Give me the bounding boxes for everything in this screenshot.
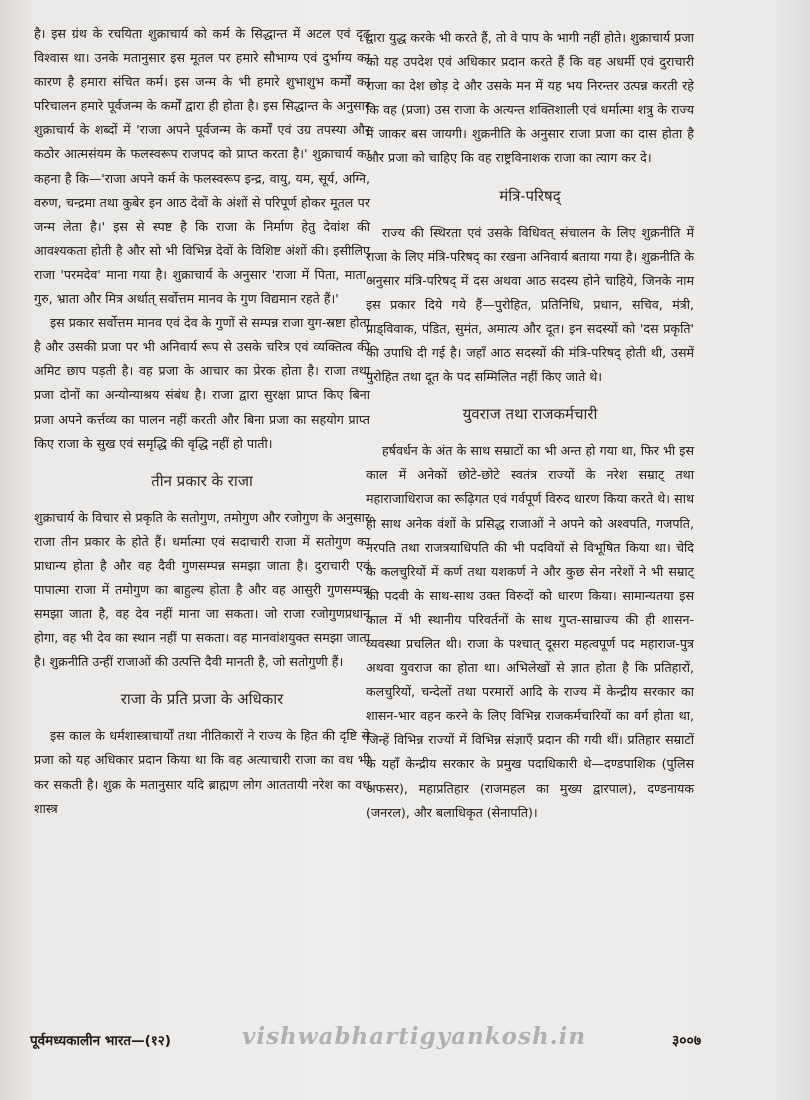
- section-heading-three-kinds-of-kings: तीन प्रकार के राजा: [151, 471, 253, 490]
- page-edge-shadow: [770, 0, 810, 1100]
- right-column: [366, 26, 694, 825]
- paragraph-subject-rights-continued: द्वारा युद्ध करके भी करते हैं, तो वे पाप के भागी नहीं होते। शुक्राचार्य प्रजा को यह उपदेश एवं अधिकार प्रदान करते हैं कि वह अधर्मी एवं दुराचारी राजा का देश छोड़ दे और उसके मन में यह भय निरन्तर उत्पन्न करती रहे कि वह (प्रजा) उस राजा के अत्यन्त शक्तिशाली एवं धर्मात्मा शत्रु के राज्य में जाकर बस जायगी। शुक्रनीति के अनुसार राजा प्रजा का दास होता है और प्रजा को चाहिए कि वह राष्ट्रविनाशक राजा का त्याग कर दे।: [366, 30, 694, 166]
- left-column: [34, 22, 370, 821]
- paragraph-three-gunas: शुक्राचार्य के विचार से प्रकृति के सतोगुण, तमोगुण और रजोगुण के अनुसार राजा तीन प्रकार के होते हैं। धर्मात्मा एवं सदाचारी राजा में सतोगुण का प्राधान्य होता है और वह दैवी गुणसम्पन्न समझा जाता है। दुराचारी एवं पापात्मा राजा में तमोगुण का बाहुल्य होता है और वह आसुरी गुणसम्पन्न समझा जाता है, वह देव नहीं माना जा सकता। जो राजा रजोगुणप्रधान होगा, वह भी देव का स्थान नहीं पा सकता। वह मानवांशयुक्त समझा जाता है। शुक्रनीति उन्हीं राजाओं की उत्पत्ति दैवी मानती है, जो सतोगुणी हैं।: [34, 509, 370, 670]
- paragraph-king-and-subjects: इस प्रकार सर्वोत्तम मानव एवं देव के गुणों से सम्पन्न राजा युग-स्रष्टा होता है और उसकी प्रजा पर भी अनिवार्य रूप से उसके चरित्र एवं व्यक्तित्व की अमिट छाप पड़ती है। वह प्रजा के आचार का प्रेरक होता है। राजा तथा प्रजा दोनों का अन्योन्याश्रय संबंध है। राजा द्वारा सुरक्षा प्राप्त किए बिना प्रजा अपने कर्त्तव्य का पालन नहीं करती और बिना प्रजा का सहयोग प्राप्त किए राजा के सुख एवं समृद्धि की वृद्धि नहीं हो पाती।: [34, 315, 370, 451]
- section-heading-council-of-ministers: मंत्रि-परिषद्: [499, 186, 561, 205]
- section-heading-crown-prince-and-officials: युवराज तथा राजकर्मचारी: [462, 405, 598, 424]
- section-heading-subject-rights: राजा के प्रति प्रजा के अधिकार: [120, 690, 284, 709]
- page-footer: [30, 1023, 730, 1054]
- page-number: ३००७: [672, 1033, 702, 1049]
- watermark: vishwabhartigyankosh.in: [242, 1023, 587, 1050]
- paragraph-crown-prince-and-officials: हर्षवर्धन के अंत के साथ सम्राटों का भी अन्त हो गया था, फिर भी इस काल में अनेकों छोटे-छोटे स्वतंत्र राज्यों के नरेश सम्राट् तथा महाराजाधिराज का रूढ़िगत एवं गर्वपूर्ण विरुद धारण किया करते थे। साथ ही साथ अनेक वंशों के प्रसिद्ध राजाओं ने अपने को अश्वपति, गजपति, नरपति तथा राजत्रयाधिपति की भी पदवियों से विभूषित किया था। चेदि के कलचुरियों में कर्ण तथा यशकर्ण ने और कुछ सेन नरेशों ने भी सम्राट् की पदवी के साथ-साथ उक्त विरुदों को धारण किया। सामान्यतया इस काल में भी स्थानीय परिवर्तनों के साथ गुप्त-साम्राज्य की ही शासन-व्यवस्था प्रचलित थी। राजा के पश्चात् दूसरा महत्वपूर्ण पद महाराज-पुत्र अथवा युवराज का होता था। अभिलेखों से ज्ञात होता है कि प्रतिहारों, कलचुरियों, चन्देलों तथा परमारों आदि के राज्य में केन्द्रीय सरकार का शासन-भार वहन करने के लिए विभिन्न राजकर्मचारियों का वर्ग होता था, जिन्हें विभिन्न राज्यों में विभिन्न संज्ञाएँ प्रदान की गयी थीं। प्रतिहार सम्राटों के यहाँ केन्द्रीय सरकार के प्रमुख पदाधिकारी थे—दण्डपाशिक (पुलिस अफसर), महाप्रतिहार (राजमहल का मुख्य द्वारपाल), दण्डनायक (जनरल), और बलाधिकृत (सेनापति)।: [366, 443, 694, 820]
- footer-book-title: पूर्वमध्यकालीन भारत—(१२): [30, 1033, 171, 1049]
- paragraph-council-of-ministers: राज्य की स्थिरता एवं उसके विधिवत् संचालन के लिए शुक्रनीति में राजा के लिए मंत्रि-परिषद् का रखना अनिवार्य बताया गया है। शुक्रनीति के अनुसार मंत्रि-परिषद् में दस अथवा आठ सदस्य होने चाहिये, जिनके नाम इस प्रकार दिये गये हैं—पुरोहित, प्रतिनिधि, प्रधान, सचिव, मंत्री, प्राड्विवाक, पंडित, सुमंत, अमात्य और दूत। इन सदस्यों को 'दस प्रकृति' की उपाधि दी गई है। जहाँ आठ सदस्यों की मंत्रि-परिषद् होती थी, उसमें पुरोहित तथा दूत के पद सम्मिलित नहीं किए जाते थे।: [366, 224, 694, 385]
- paragraph-subject-rights: इस काल के धर्मशास्त्राचार्यों तथा नीतिकारों ने राज्य के हित की दृष्टि से प्रजा को यह अधिकार प्रदान किया था कि वह अत्याचारी राजा का वध भी कर सकती है। शुक्र के मतानुसार यदि ब्राह्मण लोग आततायी नरेश का वध शास्त्र: [34, 728, 370, 816]
- paragraph-karma-theory: है। इस ग्रंथ के रचयिता शुक्राचार्य को कर्म के सिद्धान्त में अटल एवं दृढ़ विश्वास था। उनके मतानुसार इस मूतल पर हमारे सौभाग्य एवं दुर्भाग्य का कारण है हमारा संचित कर्म। इस जन्म के भी हमारे शुभाशुभ कर्मों का परिचालन हमारे पूर्वजन्म के कर्मों द्वारा ही होता है। इस सिद्धान्त के अनुसार शुक्राचार्य के शब्दों में 'राजा अपने पूर्वजन्म के कर्मों एवं उग्र तपस्या और कठोर आत्मसंयम के फलस्वरूप राजपद को प्राप्त करता है।' शुक्राचार्य का कहना है कि—'राजा अपने कर्म के फलस्वरूप इन्द्र, वायु, यम, सूर्य, अग्नि, वरुण, चन्द्रमा तथा कुबेर इन आठ देवों के अंशों से परिपूर्ण होकर मूतल पर जन्म लेता है।' इस से स्पष्ट है कि राजा के निर्माण हेतु देवांश की आवश्यकता होती है और सो भी विभिन्न देवों के विशिष्ट अंशों की। इसीलिए राजा 'परमदेव' माना गया है। शुक्राचार्य के अनुसार 'राजा में पिता, माता, गुरु, भ्राता और मित्र अर्थात् सर्वोत्तम मानव के गुण विद्यमान रहते हैं।': [34, 26, 370, 307]
